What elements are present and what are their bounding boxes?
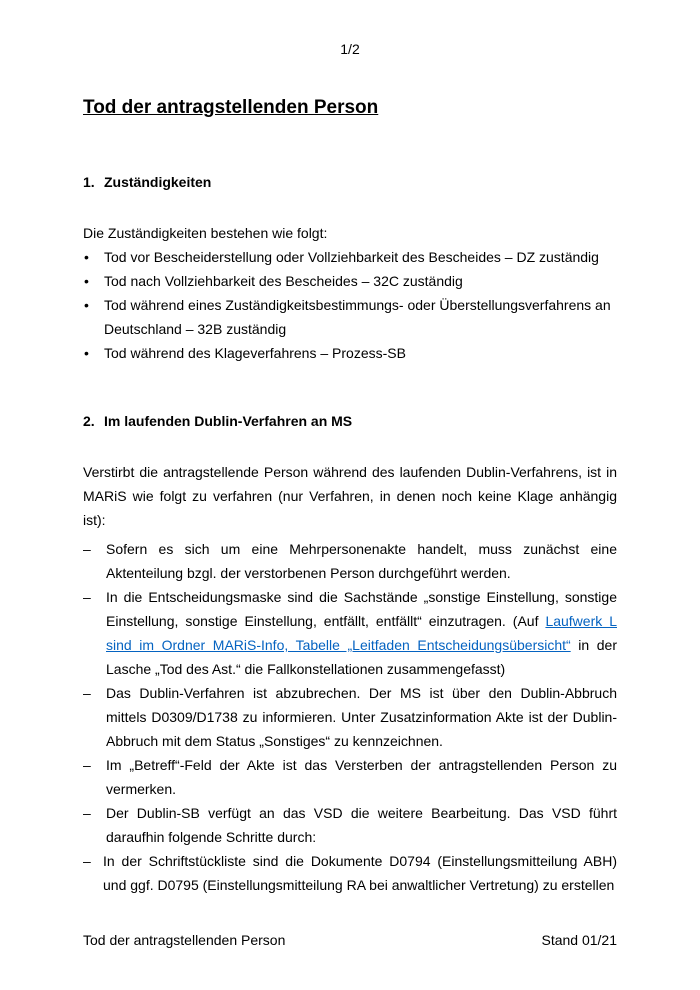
- dash-marker: –: [83, 685, 91, 701]
- bullet-marker: •: [84, 273, 89, 289]
- dash-marker: –: [83, 541, 91, 557]
- section-2-heading-text: Im laufenden Dublin-Verfahren an MS: [104, 413, 353, 429]
- section-1-heading: [83, 174, 211, 190]
- section-2-heading: [83, 413, 352, 429]
- decision-guide-link[interactable]: Laufwerk L sind im Ordner MARiS-Info, Tabelle „Leitfaden Entscheidungsübersicht“: [106, 613, 617, 653]
- dash-marker: –: [83, 805, 91, 821]
- footer-version: Stand 01/21: [541, 932, 617, 948]
- list-item: • Tod nach Vollziehbarkeit des Bescheides – 32C zuständig: [83, 269, 617, 293]
- list-item: • Tod während des Klageverfahrens – Prozess-SB: [83, 341, 617, 365]
- procedure-list: [83, 537, 617, 897]
- dash-marker: –: [83, 757, 91, 773]
- bullet-marker: •: [84, 297, 89, 313]
- page-number: 1/2: [340, 41, 360, 57]
- dash-marker: –: [83, 853, 91, 869]
- section-1-intro: Die Zuständigkeiten bestehen wie folgt:: [83, 225, 328, 241]
- list-item: – Das Dublin-Verfahren ist abzubrechen. Der MS ist über den Dublin-Abbruch mittels D0309/D1738 zu informieren. Unter Zusatzinformation Akte ist der Dublin-Abbruch mit dem Status „Sonstiges“ zu kennzeichnen.: [83, 681, 617, 753]
- dash-marker: –: [83, 589, 91, 605]
- list-item: – Der Dublin-SB verfügt an das VSD die weitere Bearbeitung. Das VSD führt daraufhin folgende Schritte durch:: [83, 801, 617, 849]
- section-1-number: 1.: [83, 174, 95, 190]
- section-2-number: 2.: [83, 413, 95, 429]
- bullet-marker: •: [84, 345, 89, 361]
- list-item: • Tod während eines Zuständigkeitsbestimmungs- oder Überstellungsverfahrens an Deutschland – 32B zuständig: [83, 293, 617, 341]
- footer-title: Tod der antragstellenden Person: [83, 932, 286, 948]
- bullet-marker: •: [84, 249, 89, 265]
- responsibility-list: [83, 245, 617, 365]
- list-item: – In der Schriftstückliste sind die Dokumente D0794 (Einstellungsmitteilung ABH) und ggf. D0795 (Einstellungsmitteilung RA bei anwaltlicher Vertretung) zu erstellen: [83, 849, 617, 897]
- page-footer: [83, 932, 617, 948]
- document-title: Tod der antragstellenden Person: [83, 97, 379, 118]
- list-item: – Sofern es sich um eine Mehrpersonenakte handelt, muss zunächst eine Aktenteilung bzgl. der verstorbenen Person durchgeführt werden.: [83, 537, 617, 585]
- list-item: – In die Entscheidungsmaske sind die Sachstände „sonstige Einstellung, sonstige Einstellung, sonstige Einstellung, entfällt, entfällt“ einzutragen. (Auf Laufwerk L sind im Ordner MARiS-Info, Tabelle „Leitfaden Entscheidungsübersicht“ in der Lasche „Tod des Ast.“ die Fallkonstellationen zusammengefasst): [83, 585, 617, 681]
- list-item: • Tod vor Bescheiderstellung oder Vollziehbarkeit des Bescheides – DZ zuständig: [83, 245, 617, 269]
- list-item: – Im „Betreff“-Feld der Akte ist das Versterben der antragstellenden Person zu vermerken.: [83, 753, 617, 801]
- section-2-intro: Verstirbt die antragstellende Person während des laufenden Dublin-Verfahrens, ist in MARiS wie folgt zu verfahren (nur Verfahren, in denen noch keine Klage anhängig ist):: [83, 464, 617, 528]
- section-1-heading-text: Zuständigkeiten: [104, 174, 212, 190]
